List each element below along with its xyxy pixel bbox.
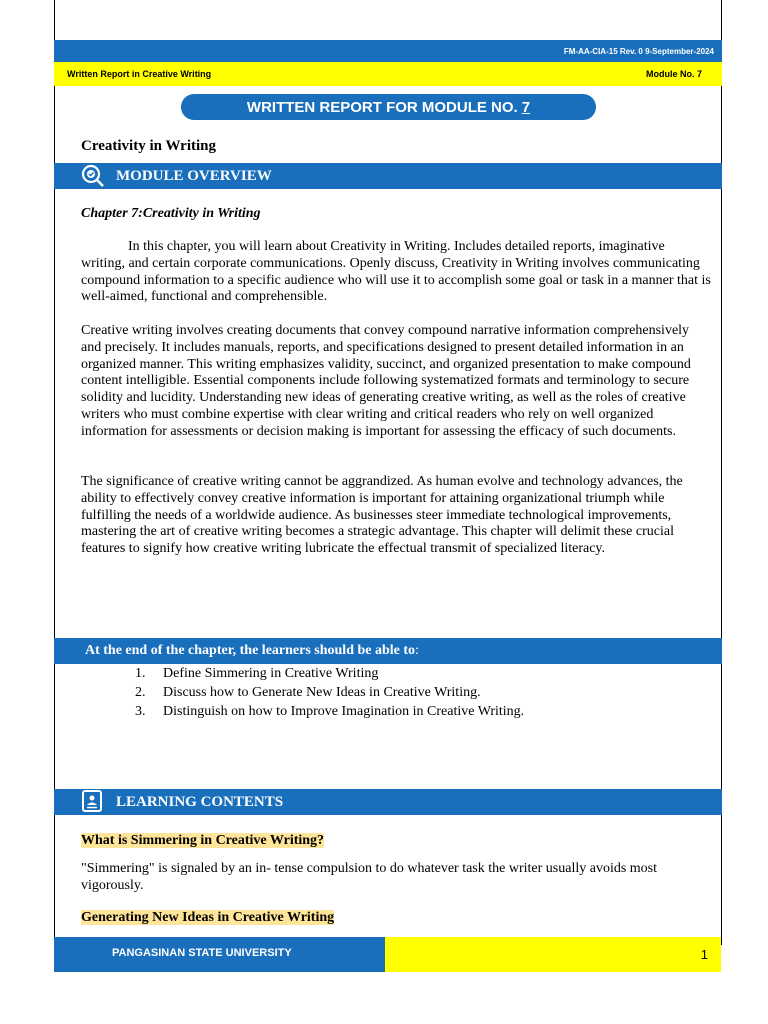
objectives-heading: At the end of the chapter, the learners should be able to [85,643,416,658]
header-doc-code-bar [54,40,722,62]
learning-heading-2: Generating New Ideas in Creative Writing [81,910,335,925]
report-title-number: 7 [521,98,531,116]
course-name: Written Report in Creative Writing [67,69,212,79]
overview-paragraph-1: In this chapter, you will learn about Creativity in Writing. Includes detailed reports, imaginative writing, and certain corporate communications. Openly discuss, Creativity in Writing involves communicating compound information to a specific audience who will use it to accomplish some goal or task in a manner that is well-aimed, functional and comprehensible. [81,239,711,305]
footer-page [385,937,721,972]
doc-code: FM-AA-CIA-15 Rev. 0 9-September-2024 [563,46,714,56]
module-overview-heading: MODULE OVERVIEW [116,167,272,184]
chapter-title: Chapter 7:Creativity in Writing [81,206,261,221]
university-name: PANGASINAN STATE UNIVERSITY [112,947,292,959]
page-number: 1 [700,947,708,962]
list-item: 1. Define Simmering in Creative Writing [135,666,379,681]
learning-contents-bar [54,789,722,815]
report-title [181,94,596,120]
list-item: 2. Discuss how to Generate New Ideas in Creative Writing. [135,685,481,700]
module-overview-bar [54,163,722,189]
overview-paragraph-2: Creative writing involves creating documents that convey compound narrative information comprehensively and precisely. It includes manuals, reports, and specifications designed to present detailed information in an organized manner. This writing emphasizes validity, succinct, and organized presentation to make compound content intelligible. Essential components include following systematized formats and terminology to secure solidity and lucidity. Understanding new ideas of generating creative writing, as well as the roles of creative writers who must combine expertise with clear writing and critical readers who rely on well organized information for assessments or decision making is important for assessing the efficacy of such documents. [81,323,691,439]
footer-university [54,937,385,972]
topic-title: Creativity in Writing [81,138,216,154]
overview-paragraph-3: The significance of creative writing cannot be aggrandized. As human evolve and technology advances, the ability to effectively convey creative information is important for attaining organizational triumph while fulfilling the needs of a worldwide audience. As businesses steer immediate technological improvements, mastering the art of creative writing becomes a strategic advantage. This chapter will delimit these crucial features to signify how creative writing lubricate the effectual transmit of specialized literacy. [81,474,683,557]
magnifier-icon [80,163,104,187]
document-person-icon [80,789,104,813]
learning-contents-heading: LEARNING CONTENTS [116,793,284,810]
objectives-bar [54,638,722,664]
list-item: 3. Distinguish on how to Improve Imagination in Creative Writing. [135,704,525,719]
header-course-bar [54,62,722,86]
learning-question-1: What is Simmering in Creative Writing? [81,833,325,848]
learning-answer-1: "Simmering" is signaled by an in- tense compulsion to do whatever task the writer usually avoids most vigorously. [81,861,658,893]
objectives-list [135,664,524,721]
module-label: Module No. 7 [646,69,702,79]
objectives-colon: : [415,643,419,658]
report-title-text: WRITTEN REPORT FOR MODULE NO. [246,98,518,116]
